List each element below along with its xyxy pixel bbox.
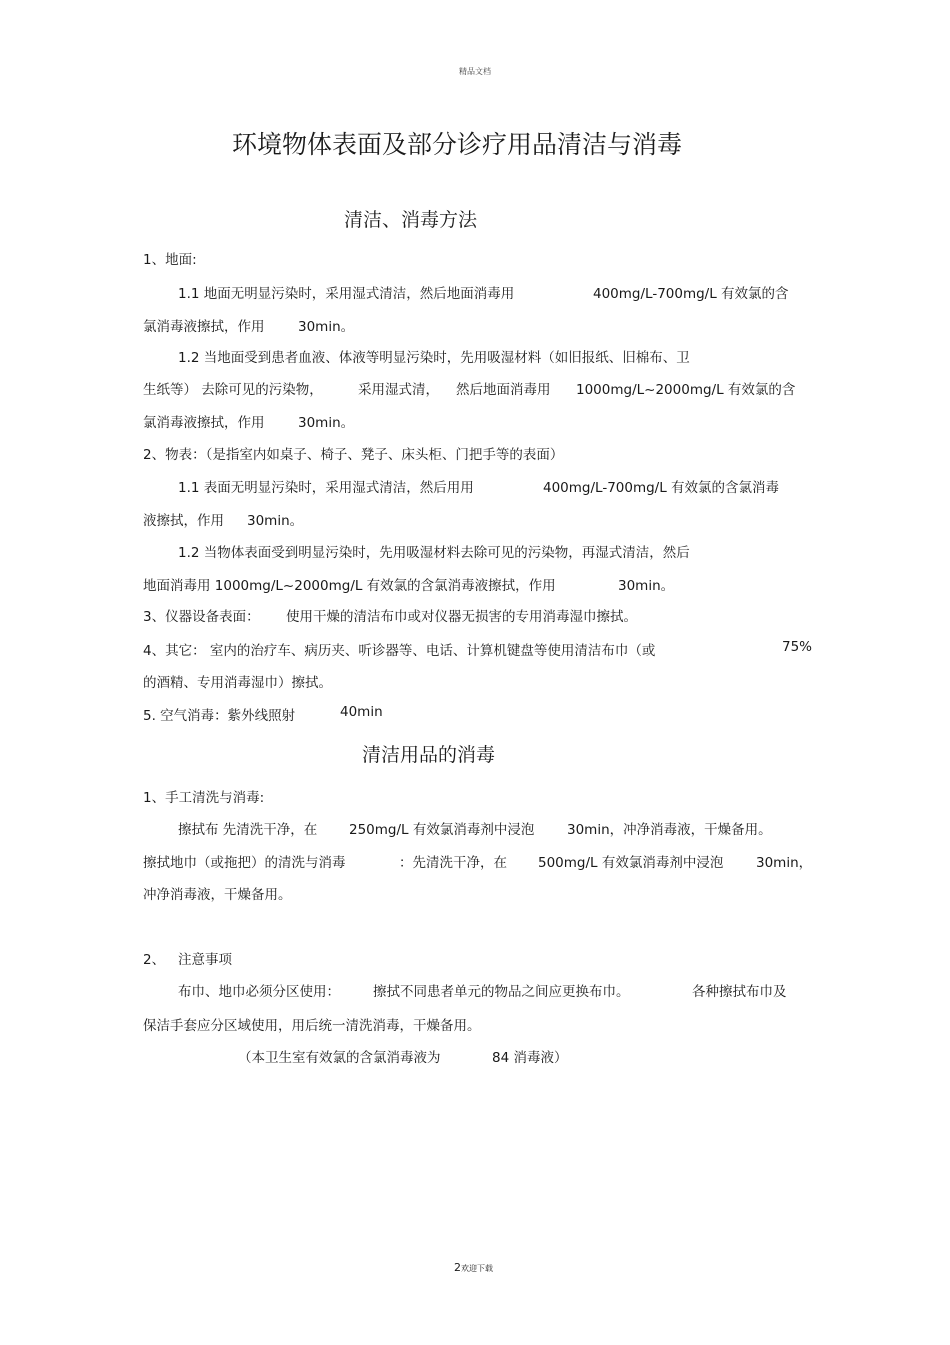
text-run: 250mg/L 有效氯消毒剂中浸泡 — [349, 822, 535, 838]
item-cloth — [178, 818, 772, 838]
item-air — [143, 704, 383, 724]
text-run: 1000mg/L~2000mg/L 有效氯的含 — [576, 382, 796, 398]
text-run: 采用湿式清， — [358, 382, 439, 398]
text-run: 擦拭不同患者单元的物品之间应更换布巾。 — [373, 984, 630, 1000]
text-run: 30min。 — [618, 578, 675, 594]
text-run: 1.1 地面无明显污染时，采用湿式清洁，然后地面消毒用 — [178, 286, 515, 302]
item-manual-heading: 1、手工清洗与消毒: — [143, 790, 265, 806]
text-run: 3、仪器设备表面： — [143, 609, 260, 625]
item-floor-heading: 1、地面: — [143, 252, 197, 268]
item-mop-cont: 冲净消毒液，干燥备用。 — [143, 887, 292, 903]
item-floor-1-1-cont — [143, 315, 355, 335]
text-run: 液擦拭，作用 — [143, 513, 224, 529]
item-notes-cont: 保洁手套应分区域使用，用后统一清洗消毒，干燥备用。 — [143, 1018, 481, 1034]
text-run: 擦拭布 先清洗干净，在 — [178, 822, 318, 838]
text-run: 30min， — [756, 855, 813, 871]
text-run: 84 消毒液） — [492, 1050, 568, 1066]
text-run: 400mg/L-700mg/L 有效氯的含 — [593, 286, 789, 302]
text-run: 500mg/L 有效氯消毒剂中浸泡 — [538, 855, 724, 871]
text-run: 擦拭地巾（或拖把）的清洗与消毒 — [143, 855, 346, 871]
item-equipment — [143, 605, 637, 625]
document-title: 环境物体表面及部分诊疗用品清洁与消毒 — [231, 130, 682, 159]
text-run: 布巾、地巾必须分区使用： — [178, 984, 340, 1000]
item-other — [143, 639, 813, 659]
text-run: 30min，冲净消毒液，干燥备用。 — [567, 822, 772, 838]
item-notes — [178, 980, 787, 1000]
item-surface-1-2-cont — [143, 574, 675, 594]
text-run: 地面消毒用 1000mg/L~2000mg/L 有效氯的含氯消毒液擦拭，作用 — [143, 578, 556, 594]
remark — [238, 1046, 568, 1066]
item-mop — [143, 851, 813, 871]
section-heading-cleaning-supplies: 清洁用品的消毒 — [362, 744, 496, 766]
item-surface-heading: 2、物表：（是指室内如桌子、椅子、凳子、床头柜、门把手等的表面） — [143, 447, 564, 463]
text-run: 5. 空气消毒：紫外线照射 — [143, 708, 296, 724]
text-run: 使用干燥的清洁布巾或对仪器无损害的专用消毒湿巾擦拭。 — [286, 609, 637, 625]
text-run: 30min。 — [298, 415, 355, 431]
item-surface-1-2: 1.2 当物体表面受到明显污染时，先用吸湿材料去除可见的污染物，再湿式清洁，然后 — [178, 545, 690, 561]
item-floor-1-2: 1.2 当地面受到患者血液、体液等明显污染时，先用吸湿材料（如旧报纸、旧棉布、卫 — [178, 350, 690, 366]
text-run: 生纸等） 去除可见的污染物， — [143, 382, 323, 398]
item-floor-1-2-cont — [143, 378, 796, 398]
section-heading-methods: 清洁、消毒方法 — [344, 209, 478, 231]
text-run: 2、 — [143, 952, 166, 968]
text-run: 40min — [340, 704, 383, 720]
item-surface-1-1-cont — [143, 509, 304, 529]
item-other-cont: 的酒精、专用消毒湿巾）擦拭。 — [143, 675, 332, 691]
text-run: 注意事项 — [178, 952, 232, 968]
footer-text: 欢迎下载 — [461, 1264, 493, 1273]
text-run: 然后地面消毒用 — [456, 382, 551, 398]
text-run: 各种擦拭布巾及 — [692, 984, 787, 1000]
item-notes-heading — [143, 948, 232, 968]
page-footer — [454, 1261, 493, 1274]
item-floor-1-1 — [178, 282, 789, 302]
text-run: （本卫生室有效氯的含氯消毒液为 — [238, 1050, 441, 1066]
text-run: 4、其它： 室内的治疗车、病历夹、听诊器等、电话、计算机键盘等使用清洁布巾（或 — [143, 643, 656, 659]
page-header: 精品文档 — [459, 67, 491, 76]
item-floor-1-2-cont2 — [143, 411, 355, 431]
text-run: 30min。 — [247, 513, 304, 529]
text-run: 400mg/L-700mg/L 有效氯的含氯消毒 — [543, 480, 780, 496]
text-run: 75% — [782, 639, 813, 655]
text-run: 30min。 — [298, 319, 355, 335]
text-run: 1.1 表面无明显污染时，采用湿式清洁，然后用用 — [178, 480, 474, 496]
text-run: 氯消毒液擦拭，作用 — [143, 415, 265, 431]
page-number: 2 — [454, 1261, 461, 1274]
item-surface-1-1 — [178, 476, 780, 496]
text-run: ：先清洗干净，在 — [399, 855, 507, 871]
text-run: 氯消毒液擦拭，作用 — [143, 319, 265, 335]
